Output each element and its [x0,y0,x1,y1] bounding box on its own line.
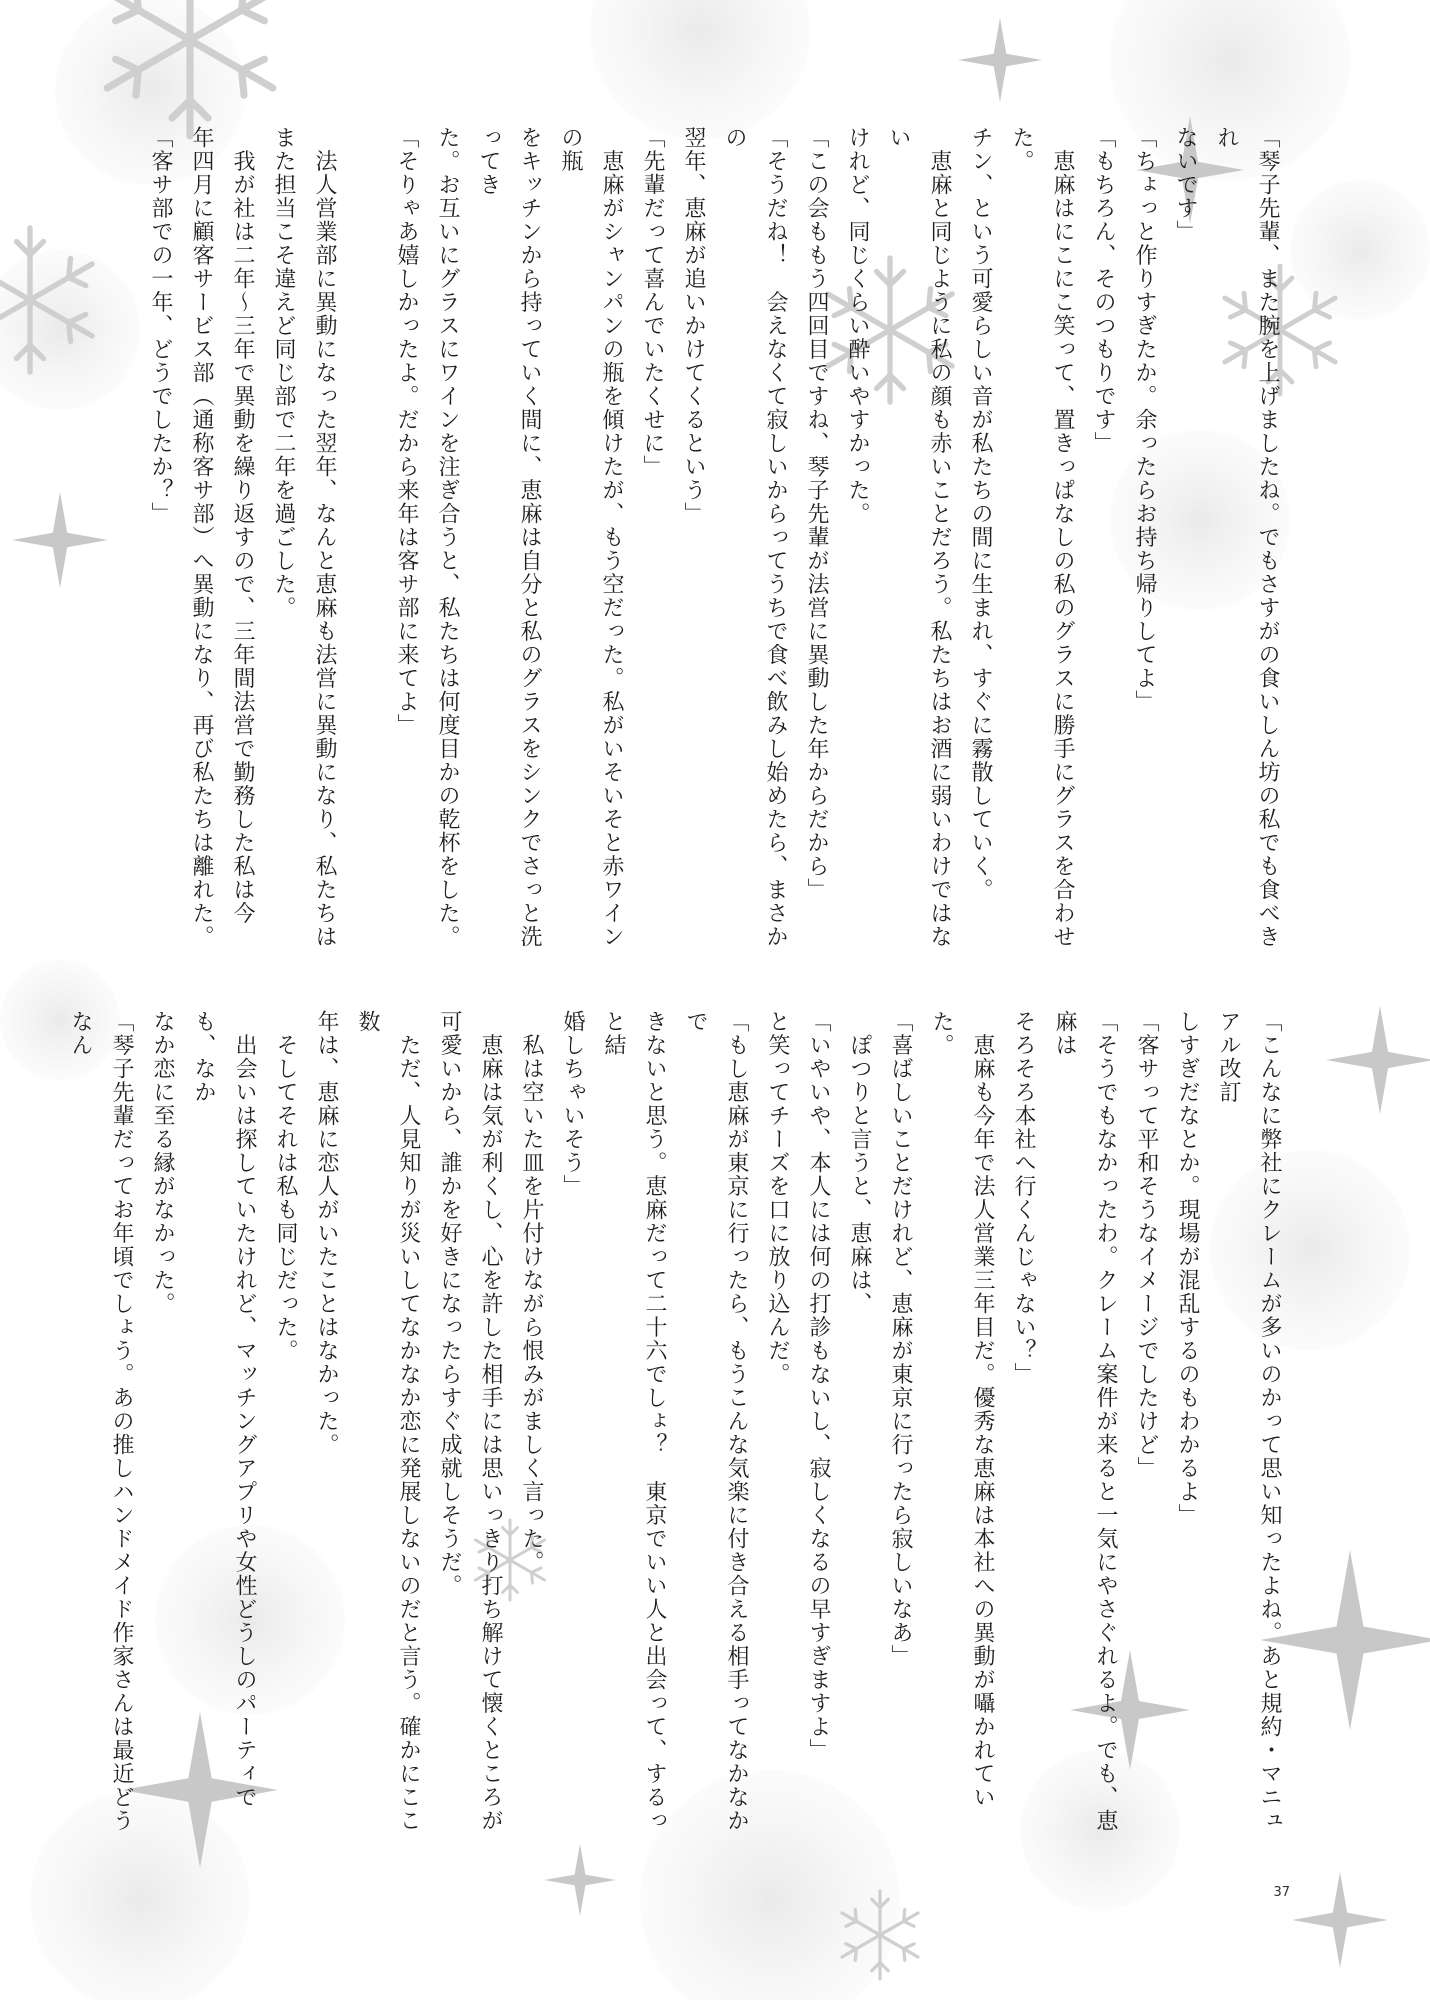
text-line: 「ちょっと作りすぎたか。余ったらお持ち帰りしてよ」 [1132,126,1157,714]
text-line: ないです」 [1173,126,1198,244]
text-block-bottom [68,1010,1290,1850]
text-line: 出会いは探していたけれど、マッチングアプリや女性どうしのパーティでも、なか [191,1010,257,1809]
text-line: 可愛いから、誰かを好きになったらすぐ成就しそうだ。 [437,1010,462,1598]
text-line: 翌年、恵麻が追いかけてくるという」 [681,126,706,526]
text-line: 「客サ部での一年、どうでしたか？」 [148,126,173,526]
text-line: 「喜ばしいことだけれど、恵麻が東京に行ったら寂しいなあ」 [888,1010,913,1668]
text-line: 「そうでもなかったわ。クレーム案件が来ると一気にやさぐれるよ。でも、恵麻は [1052,1010,1118,1833]
text-line: そしてそれは私も同じだった。 [273,1010,298,1363]
text-line: チン、という可愛らしい音が私たちの間に生まれ、すぐに霧散していく。 [968,126,993,902]
star-icon [958,18,1042,102]
text-line: ただ、人見知りが災いしてなかなか恋に発展しないのだと言う。確かにここ数 [355,1010,421,1833]
text-line: 「もちろん、そのつもりです」 [1091,126,1116,455]
star-icon [1326,1006,1430,1114]
text-line: 「そりゃあ嬉しかったよ。だから来年は客サ部に来てよ」 [394,126,419,737]
bokeh-circle [590,0,810,140]
text-line: 恵麻がシャンパンの瓶を傾けたが、もう空だった。私がいそいそと赤ワインの瓶 [558,126,624,949]
star-icon [12,492,108,588]
text-line: 「そうだね！ 会えなくて寂しいからってうちで食べ飲みし始めたら、まさかの [722,126,788,949]
text-line: 「この会ももう四回目ですね、琴子先輩が法営に異動した年からだから」 [804,126,829,902]
text-line: けれど、同じくらい酔いやすかった。 [845,126,870,526]
text-line: 「先輩だって喜んでいたくせに」 [640,126,665,479]
text-line [345,126,386,966]
star-icon [544,1844,616,1916]
text-line: また担当こそ違えど同じ部で二年を過ごした。 [271,126,296,620]
text-line: 「琴子先輩、また腕を上げましたね。でもさすがの食いしん坊の私でも食べきれ [1214,126,1280,949]
text-line: なか恋に至る縁がなかった。 [150,1010,175,1316]
text-line: 年は、恵麻に恋人がいたことはなかった。 [314,1010,339,1457]
text-line: 恵麻は気が利くし、心を許した相手には思いっきり打ち解けて懐くところが [478,1010,503,1833]
text-line: 我が社は二年～三年で異動を繰り返すので、三年間法営で勤務した私は今 [230,126,255,925]
text-line: しすぎだなとか。現場が混乱するのもわかるよ」 [1175,1010,1200,1527]
text-line: そろそろ本社へ行くんじゃない？」 [1011,1010,1036,1386]
text-line: 恵麻はにこにこ笑って、置きっぱなしの私のグラスに勝手にグラスを合わせた。 [1009,126,1075,949]
text-line: 法人営業部に異動になった翌年、なんと恵麻も法営に異動になり、私たちは [312,126,337,949]
text-line: 私は空いた皿を片付けながら恨みがましく言った。 [519,1010,544,1574]
text-line: をキッチンから持っていく間に、恵麻は自分と私のグラスをシンクでさっと洗ってき [476,126,542,949]
page-number: 37 [1273,1885,1290,1900]
text-line: 婚しちゃいそう」 [560,1010,585,1198]
text-line: 「こんなに弊社にクレームが多いのかって思い知ったよね。あと規約・マニュアル改訂 [1216,1010,1282,1833]
text-block-top [148,126,1288,966]
text-line: 恵麻も今年で法人営業三年目だ。優秀な恵麻は本社への異動が囁かれていた。 [929,1010,995,1809]
text-line: ぽつりと言うと、恵麻は、 [847,1010,872,1316]
text-line: 「琴子先輩だってお年頃でしょう。あの推しハンドメイド作家さんは最近どうなん [68,1010,134,1833]
text-line: 年四月に顧客サービス部（通称客サ部）へ異動になり、再び私たちは離れた。 [189,126,214,949]
star-icon [1292,1872,1388,1968]
text-line: 「もし恵麻が東京に行ったら、もうこんな気楽に付き合える相手ってなかなかで [683,1010,749,1833]
text-line: 「いやいや、本人には何の打診もないし、寂しくなるの早すぎますよ」 [806,1010,831,1762]
text-line: た。お互いにグラスにワインを注ぎ合うと、私たちは何度目かの乾杯をした。 [435,126,460,949]
bokeh-circle [1290,180,1430,320]
text-line: 恵麻と同じように私の顔も赤いことだろう。私たちはお酒に弱いわけではない [886,126,952,949]
text-line: きないと思う。恵麻だって二十六でしょ？ 東京でいい人と出会って、するっと結 [601,1010,667,1833]
text-line: と笑ってチーズを口に放り込んだ。 [765,1010,790,1386]
text-line: 「客サって平和そうなイメージでしたけど」 [1134,1010,1159,1480]
